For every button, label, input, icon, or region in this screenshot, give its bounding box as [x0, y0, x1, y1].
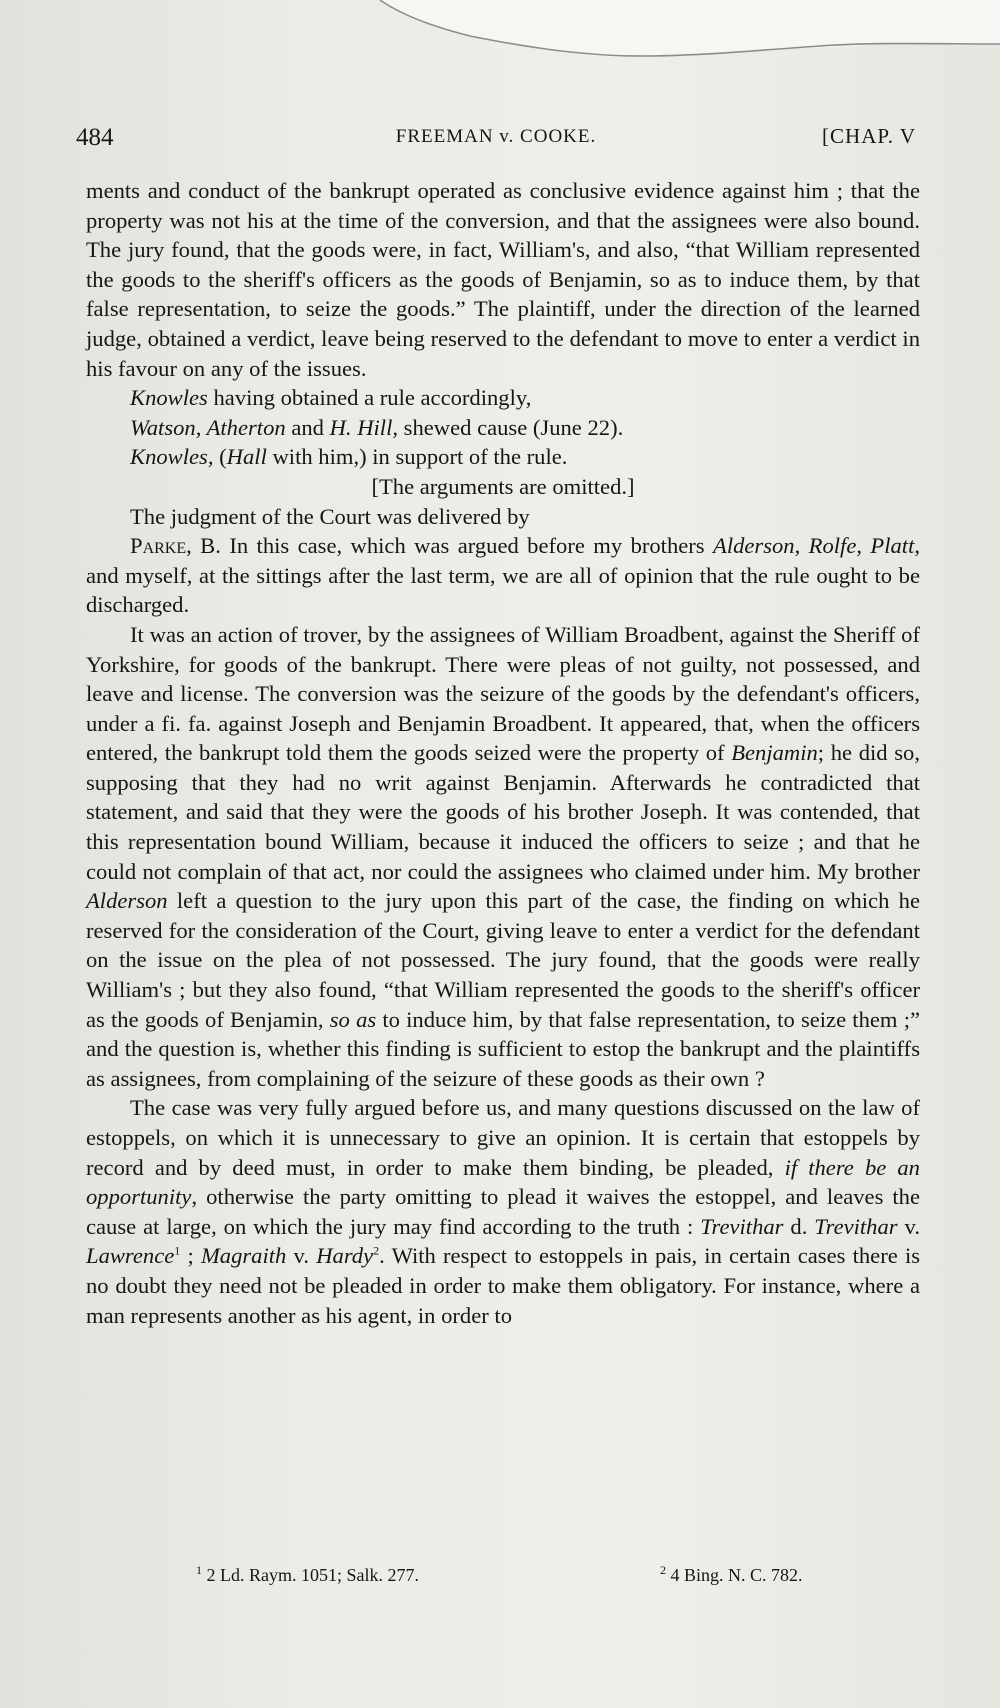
support-line: Knowles, (Hall with him,) in support of the rule. [130, 444, 568, 470]
footnote-2: $^2$ 4 Bing. N. C. 782. [660, 1563, 803, 1585]
body-text [86, 176, 920, 1330]
counsel-name: H. Hill, [329, 414, 399, 440]
counsel-names: Watson, Atherton [130, 414, 286, 440]
judgment-intro: The judgment of the Court was delivered by [130, 503, 530, 529]
chapter-mark: [CHAP. V [822, 124, 916, 148]
paragraph-estoppels: The case was very fully argued before us, and many questions discussed on the law of estoppels, on which it is unnecessary to give an opinion. It is certain that estoppels by record and by deed must, in order to make them binding, be pleaded, if there be an opportunity, otherwise the party omitting to plead it waives the estoppel, and leaves the cause at large, on which the jury may find according to the truth : Trevithar d. Trevithar v. Lawrence$^1$ ; Magraith v. Hardy$^2$. With respect to estoppels in pais, in certain cases there is no doubt they need not be pleaded in order to make them obligatory. For instance, where a man represents another as his agent, in order to [86, 1095, 921, 1328]
arguments-omitted: [The arguments are omitted.] [371, 473, 635, 499]
counsel-name: Knowles, [130, 444, 214, 470]
paragraph-verdict: ments and conduct of the bankrupt operated as conclusive evidence against him ; that the property was not his at the time of the conversion, and that the assignees were also bound. The jury found, that the goods were, in fact, William's, and also, “that William represented the goods to the sheriff's officers as the goods of Benjamin, so as to induce them, by that false representation, to seize the goods.” The plaintiff, under the direction of the learned judge, obtained a verdict, leave being reserved to the defendant to move to enter a verdict in his favour on any of the issues. [86, 178, 920, 381]
running-header [76, 124, 916, 154]
torn-page-edge [0, 0, 1000, 70]
counsel-name: Knowles [130, 385, 208, 411]
running-title: FREEMAN v. COOKE. [395, 126, 597, 147]
footnotes [196, 1565, 916, 1593]
page-number: 484 [76, 124, 114, 151]
counsel-name: Hall [226, 444, 267, 470]
footnote-1: $^1$ 2 Ld. Raym. 1051; Salk. 277. [196, 1563, 419, 1585]
paragraph-parke-opinion: Parke, B. In this case, which was argued before my brothers Alderson, Rolfe, Platt, and myself, at the sittings after the last term, we are all of opinion that the rule ought to be discharged. [86, 533, 921, 618]
shewed-cause-line: Watson, Atherton and H. Hill, shewed cause (June 22). [130, 414, 624, 440]
paragraph-trover: It was an action of trover, by the assignees of William Broadbent, against the Sheriff of Yorkshire, for goods of the bankrupt. There were pleas of not guilty, not possessed, and leave and license. The conversion was the seizure of the goods by the defendant's officers, under a fi. fa. against Joseph and Benjamin Broadbent. It appeared, that, when the officers entered, the bankrupt told them the goods seized were the property of Benjamin; he did so, supposing that they had no writ against Benjamin. Afterwards he contradicted that statement, and said that they were the goods of his brother Joseph. It was contended, that this representation bound William, because it induced the officers to seize ; and that he could not complain of that act, nor could the assignees who claimed under him. My brother Alderson left a question to the jury upon this part of the case, the finding on which he reserved for the consideration of the Court, giving leave to enter a verdict for the defendant on the issue on the plea of not possessed. The jury found, that the goods were really William's ; but they also found, “that William represented the goods to the sheriff's officer as the goods of Benjamin, so as to induce him, by that false representation, to seize them ;” and the question is, whether this finding is sufficient to estop the bankrupt and the plaintiffs as assignees, from complaining of the seizure of these goods as their own ? [86, 621, 920, 1091]
footnote-ref-1: 1 [174, 1243, 181, 1258]
judge-name: Parke [130, 533, 187, 559]
footnote-ref-2: 2 [373, 1243, 380, 1258]
rule-obtained-line: Knowles having obtained a rule accordingly, [130, 385, 532, 411]
